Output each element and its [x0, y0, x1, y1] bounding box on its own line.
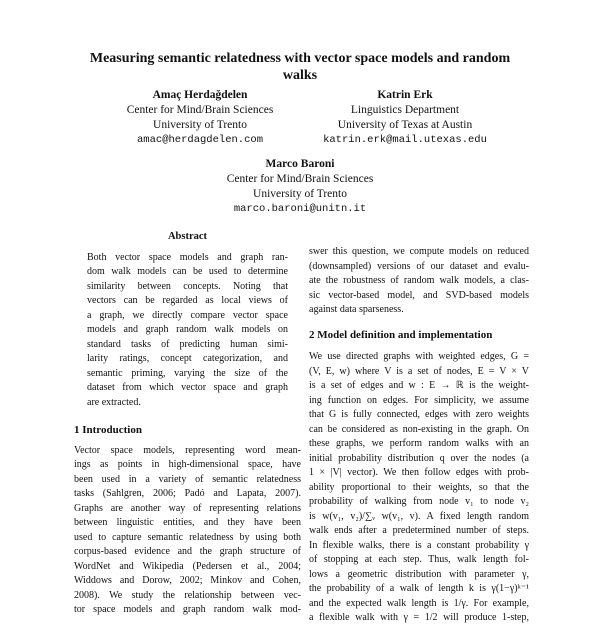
- text-line: ing function on edges. For simplicity, we assume: [309, 394, 529, 406]
- text-line: Widdows and Dorow, 2002; Minkov and Cohen,: [74, 575, 301, 586]
- author-name: Amaç Herdağdelen: [152, 89, 248, 101]
- text-line: vectors can be regarded as local views of: [87, 295, 288, 306]
- text-line: corpus-based evidence and the graph structure of: [74, 546, 301, 557]
- text-line: initial probability distribution q over the nodes (a: [309, 452, 529, 464]
- left-column: [74, 230, 301, 618]
- title-line: Measuring semantic relatedness with vector space models and random: [89, 51, 511, 66]
- author-name: Marco Baroni: [265, 158, 335, 170]
- author-block: [195, 157, 405, 217]
- author-email: amac@herdagdelen.com: [136, 134, 264, 146]
- section2-body: [309, 350, 529, 626]
- text-line: between linguistic entities, and they have been: [74, 517, 301, 528]
- section-heading-introduction: 1 Introduction: [74, 424, 142, 436]
- text-line: 1 × |V| vector). We then follow edges with prob-: [309, 467, 529, 478]
- text-line: Both vector space models and graph ran-: [87, 251, 288, 263]
- text-line: been used in a variety of semantic relatedness: [74, 473, 301, 485]
- author-email: katrin.erk@mail.utexas.edu: [323, 134, 487, 146]
- text-line: 2008). We study the relationship between vec-: [74, 589, 301, 601]
- introduction-body: [74, 444, 301, 618]
- text-line: are extracted.: [87, 396, 141, 408]
- paper-title: [60, 50, 540, 84]
- text-line: semantic priming, varying the size of the: [87, 367, 288, 379]
- text-line: ings as points in high-dimensional space, have: [74, 459, 301, 470]
- text-line: the probability of a walk of length k is γ(1−γ)ᵏ⁻¹: [309, 583, 529, 594]
- text-line: We use directed graphs with weighted edges, G =: [309, 351, 529, 362]
- text-line: ate the robustness of random walk models, a clas-: [309, 275, 529, 286]
- text-line: lows a geometric distribution with parameter γ,: [309, 568, 529, 580]
- author-email: marco.baroni@unitn.it: [233, 203, 367, 215]
- text-line: dataset from which vector space and graph: [87, 382, 288, 393]
- right-column: [309, 245, 529, 626]
- text-line: dom walk models can be used to determine: [87, 266, 288, 277]
- author-block: [290, 88, 520, 148]
- text-line: swer this question, we compute models on reduced: [309, 246, 529, 257]
- text-line: Graphs are another way of representing relations: [74, 502, 301, 514]
- text-line: ability proportional to their weights, so that the: [309, 481, 529, 493]
- text-line: standard tasks of predicting human simi-: [87, 338, 288, 350]
- text-line: and the expected walk length is 1/γ. For example,: [309, 597, 529, 609]
- author-institution: University of Texas at Austin: [337, 119, 473, 131]
- author-affiliation: Center for Mind/Brain Sciences: [126, 104, 274, 116]
- text-line: can be considered as non-existing in the graph. On: [309, 423, 529, 435]
- section-heading-model-definition: 2 Model definition and implementation: [309, 328, 493, 341]
- text-line: is a set of edges and w : E → ℝ is the weight-: [309, 380, 529, 391]
- text-line: larity ratings, concept categorization, and: [87, 353, 288, 364]
- text-line: a flexible walk with γ = 1/2 will produce 1-step,: [309, 612, 529, 623]
- text-line: probability of walking from node v₁ to node v₂: [309, 496, 529, 507]
- author-block: [95, 88, 305, 148]
- text-line: WordNet and Wikipedia (Pedersen et al., 2004;: [74, 560, 301, 572]
- text-line: (V, E, w) where V is a set of nodes, E = V × V: [309, 365, 529, 377]
- author-institution: University of Trento: [153, 119, 247, 131]
- text-line: sic vector-based model, and SVD-based models: [309, 289, 529, 301]
- text-line: used to capture semantic relatedness by using both: [74, 531, 301, 543]
- author-affiliation: Linguistics Department: [350, 104, 460, 116]
- abstract-heading: Abstract: [167, 231, 208, 242]
- text-line: a graph, we directly compare vector space: [87, 309, 288, 321]
- author-institution: University of Trento: [253, 188, 347, 200]
- title-line: walks: [282, 68, 318, 83]
- text-line: Vector space models, representing word mean-: [74, 444, 301, 456]
- author-name: Katrin Erk: [377, 89, 433, 101]
- text-line: against data sparseness.: [309, 304, 404, 315]
- text-line: is w(v₁, v₂)/∑ᵥ w(v₁, v). A fixed length random: [309, 510, 529, 522]
- text-line: similarity between concepts. Noting that: [87, 280, 288, 292]
- abstract-body: [74, 251, 301, 411]
- text-line: tor space models and graph random walk mod-: [74, 604, 301, 615]
- text-line: these graphs, we perform random walks with an: [309, 438, 529, 449]
- text-line: walk ends after a predetermined number of steps.: [309, 525, 529, 536]
- text-line: (downsampled) versions of our dataset and evalu-: [309, 260, 529, 272]
- text-line: that G is fully connected, edges with zero weights: [309, 409, 529, 420]
- continued-paragraph: [309, 245, 529, 318]
- text-line: models and graph random walk models on: [87, 324, 288, 335]
- text-line: tasks (Sahlgren, 2006; Padó and Lapata, 2007).: [74, 488, 301, 499]
- text-line: of stopping at each step. Thus, walk length fol-: [309, 554, 529, 565]
- text-line: In flexible walks, there is a constant probability γ: [309, 539, 529, 551]
- author-affiliation: Center for Mind/Brain Sciences: [226, 173, 374, 185]
